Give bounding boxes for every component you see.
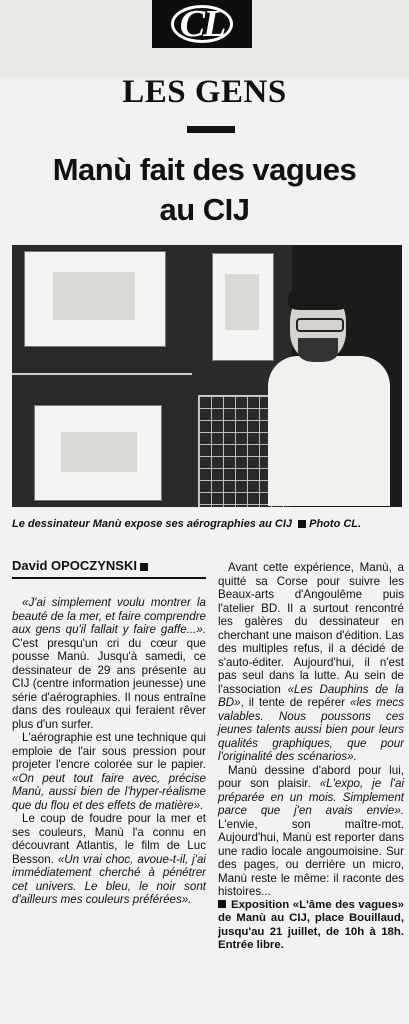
rubric-divider <box>187 126 235 133</box>
end-square-icon <box>298 520 306 528</box>
author-name: David OPOCZYNSKI <box>12 558 137 573</box>
wave-artwork-1 <box>53 272 135 320</box>
quote: «L'expo, je l'ai préparée en un mois. Simplement parce que j'en avais envie». <box>218 777 404 817</box>
body-text: Le coup de foudre pour la mer et ses couleurs, Manù l'a connu en découvrant Atlantis, le film de Luc Besson. <box>12 812 206 866</box>
paragraph <box>218 764 404 899</box>
subject-hair <box>288 284 348 310</box>
body-text: L'envie, son maître-mot. Aujourd'hui, Manù est reporter dans une radio locale angoumoisine. Sur des pages, ou derrière un micro, Manù reste le même: il raconte des histoires... <box>218 817 404 898</box>
wave-artwork-3 <box>61 432 137 472</box>
logo-text: CL <box>171 5 234 43</box>
body-text: L'aérographie est une technique qui emploie de l'air sous pression pour projeter l'encre colorée sur le papier. <box>12 731 206 771</box>
body-text: Avant cette expérience, Manù, a quitté sa Corse pour suivre les Beaux-arts d'Angoulême puis l'atelier BD. Il a surtout rencontré les galères du dessinateur en cherchant une maison d'édition. Las des multiples refus, il a décidé de s'auto-éditer. Aujourd'hui, il n'est pas seul dans la lutte. Au sein de l'association <box>218 561 404 696</box>
article-headline <box>0 150 409 230</box>
section-rubric: LES GENS <box>122 74 287 110</box>
quote: «J'ai simplement voulu montrer la beauté de la mer, et faire comprendre aux gens qu'il fallait y faire gaffe...». <box>12 596 206 636</box>
caption-credit: Photo CL. <box>309 518 362 530</box>
newspaper-logo <box>152 0 252 48</box>
body-text: Manù dessine d'abord pour lui, pour son plaisir. <box>218 763 404 790</box>
caption-text: Le dessinateur Manù expose ses aérographies au CIJ <box>12 518 292 530</box>
headline-line-1: Manù fait des vagues <box>52 152 357 187</box>
quote: «Un vrai choc, avoue-t-il, j'ai immédiatement cherché à pénétrer cet univers. Le bleu, le noir sont d'ailleurs mes couleurs préférées». <box>12 852 206 906</box>
association-name: «Les Dauphins de la BD» <box>218 682 405 709</box>
square-bullet-icon <box>218 900 226 908</box>
headline-line-2: au CIJ <box>159 192 250 227</box>
paragraph <box>218 561 404 764</box>
body-text: , il tente de repérer <box>240 696 351 709</box>
article-column-1 <box>12 596 206 907</box>
body-text: C'est presqu'un cri du cœur que pousse Manù. Jusqu'à samedi, ce dessinateur de 29 ans présente au CIJ (centre information jeunesse) une série d'aérographies. Il nous entraîne dans des rouleaux qui feraient rêver plus d'un surfer. <box>12 636 206 731</box>
framed-print-3 <box>34 405 162 501</box>
article-column-2 <box>218 561 404 953</box>
wave-artwork-2 <box>225 274 259 330</box>
expo-text: Exposition «L'âme des vagues» de Manù au CIJ, place Bouillaud, jusqu'au 21 juillet, de 10h à 18h. Entrée libre. <box>218 898 404 951</box>
byline <box>12 558 206 579</box>
paragraph <box>12 731 206 812</box>
exhibition-info <box>218 899 404 953</box>
subject-shirt <box>268 356 390 506</box>
end-square-icon <box>140 563 148 571</box>
paragraph <box>12 812 206 907</box>
photo-caption <box>12 518 404 531</box>
framed-print-2 <box>212 253 274 361</box>
paragraph <box>12 596 206 731</box>
display-shelf <box>12 373 192 375</box>
subject-glasses <box>296 318 344 332</box>
framed-print-1 <box>24 251 166 347</box>
quote: «On peut tout faire avec, précise Manù, aussi bien de l'hyper-réalisme que du flou et des effets de matière». <box>12 771 206 812</box>
quote: «les mecs valables. Nous poussons ces jeunes talents aussi bien pour leurs qualités graphiques, que pour l'originalité des scénarios». <box>218 696 404 763</box>
subject-beard <box>298 338 338 362</box>
